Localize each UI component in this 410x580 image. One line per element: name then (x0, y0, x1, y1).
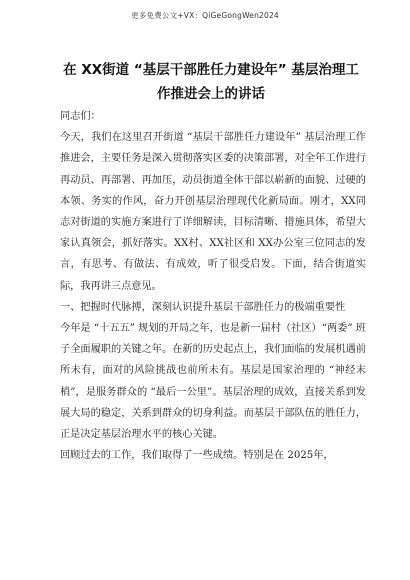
page-header: 更多免费公文+VX：QiGeGongWen2024 (131, 11, 279, 20)
document-body (60, 106, 366, 466)
salutation: 同志们： (60, 111, 101, 122)
title-line-1: 在 XX街道 “基层干部胜任力建设年” 基层治理工 (63, 62, 359, 78)
paragraph-context: 今年是 “十五五” 规划的开局之年，也是新一届村（社区）“两委” 班子全面履职的关键之年。在新的历史起点上，我们面临的发展机遇前所未有，面对的风险挑战也前所未有。基层是国家治理的 “神经末梢”，是服务群众的 “最后一公里”。基层治理的成效，直接关系到发展大局的稳定，关系到群众的切身利益。而基层干部队伍的胜任力，正是决定基层治理水平的核心关键。 (60, 323, 366, 441)
paragraph-review: 回顾过去的工作，我们取得了一些成绩。特别是在 2025年， (60, 450, 334, 462)
section-heading-1: 一、把握时代脉搏，深刻认识提升基层干部胜任力的极端重要性 (60, 301, 346, 313)
paragraph-intro: 今天，我们在这里召开街道 “基层干部胜任力建设年” 基层治理工作推进会，主要任务是深入贯彻落实区委的决策部署，对全年工作进行再动员、再部署、再加压，动员街道全体干部以崭新的面貌、过硬的本领、务实的作风，奋力开创基层治理现代化新局面。刚才，XX同志对街道的实施方案进行了详细解读，目标清晰、措施具体，希望大家认真领会，抓好落实。XX村、XX社区和 XX办公室三位同志的发言，有思考、有做法、有成效，听了很受启发。下面，结合街道实际，我再讲三点意见。 (60, 132, 366, 292)
document-title (56, 58, 366, 106)
title-line-2: 作推进会上的讲话 (157, 86, 265, 102)
